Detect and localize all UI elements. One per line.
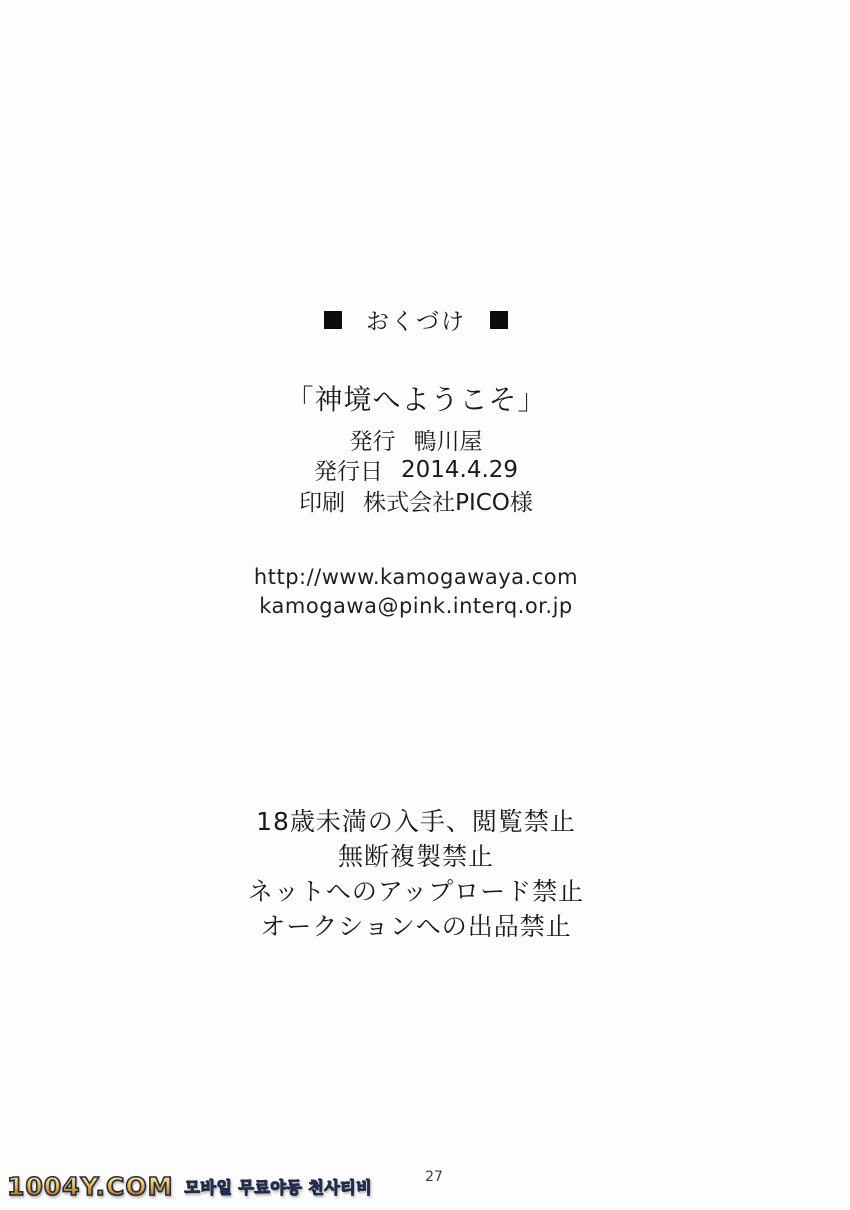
publication-row-printer [0, 485, 832, 516]
publication-value: 鴨川屋 [413, 428, 483, 455]
publication-label: 発行 [349, 428, 396, 455]
notice-line: 18歳未満の入手、閲覧禁止 [256, 807, 576, 836]
square-bullet-icon [324, 311, 342, 329]
publication-value: 2014.4.29 [400, 456, 519, 483]
page-number: 27 [425, 1169, 443, 1185]
watermark [7, 1172, 372, 1201]
publication-info [0, 424, 832, 516]
publication-value: 株式会社PICO様 [363, 489, 533, 516]
notice-line: オークションへの出品禁止 [260, 912, 572, 941]
prohibition-notices [0, 804, 832, 944]
publication-row-publisher [0, 424, 832, 455]
publication-label: 印刷 [299, 489, 346, 516]
watermark-site-logo: 1004Y.COM [7, 1172, 174, 1201]
colophon-header-label: おくづけ [366, 309, 466, 335]
publication-label: 発行日 [313, 459, 383, 486]
square-bullet-icon [490, 311, 508, 329]
notice-line: ネットへのアップロード禁止 [247, 877, 585, 906]
publication-row-date [0, 455, 832, 486]
website-url: http://www.kamogawaya.com [253, 565, 579, 589]
email-address: kamogawa@pink.interq.or.jp [259, 594, 573, 618]
colophon-header [0, 303, 832, 336]
watermark-tagline: 모바일 무료야동 천사티비 [185, 1175, 373, 1198]
notice-line: 無断複製禁止 [337, 842, 494, 871]
book-title: 「神境へようこそ」 [285, 383, 547, 416]
contact-info [0, 563, 832, 621]
